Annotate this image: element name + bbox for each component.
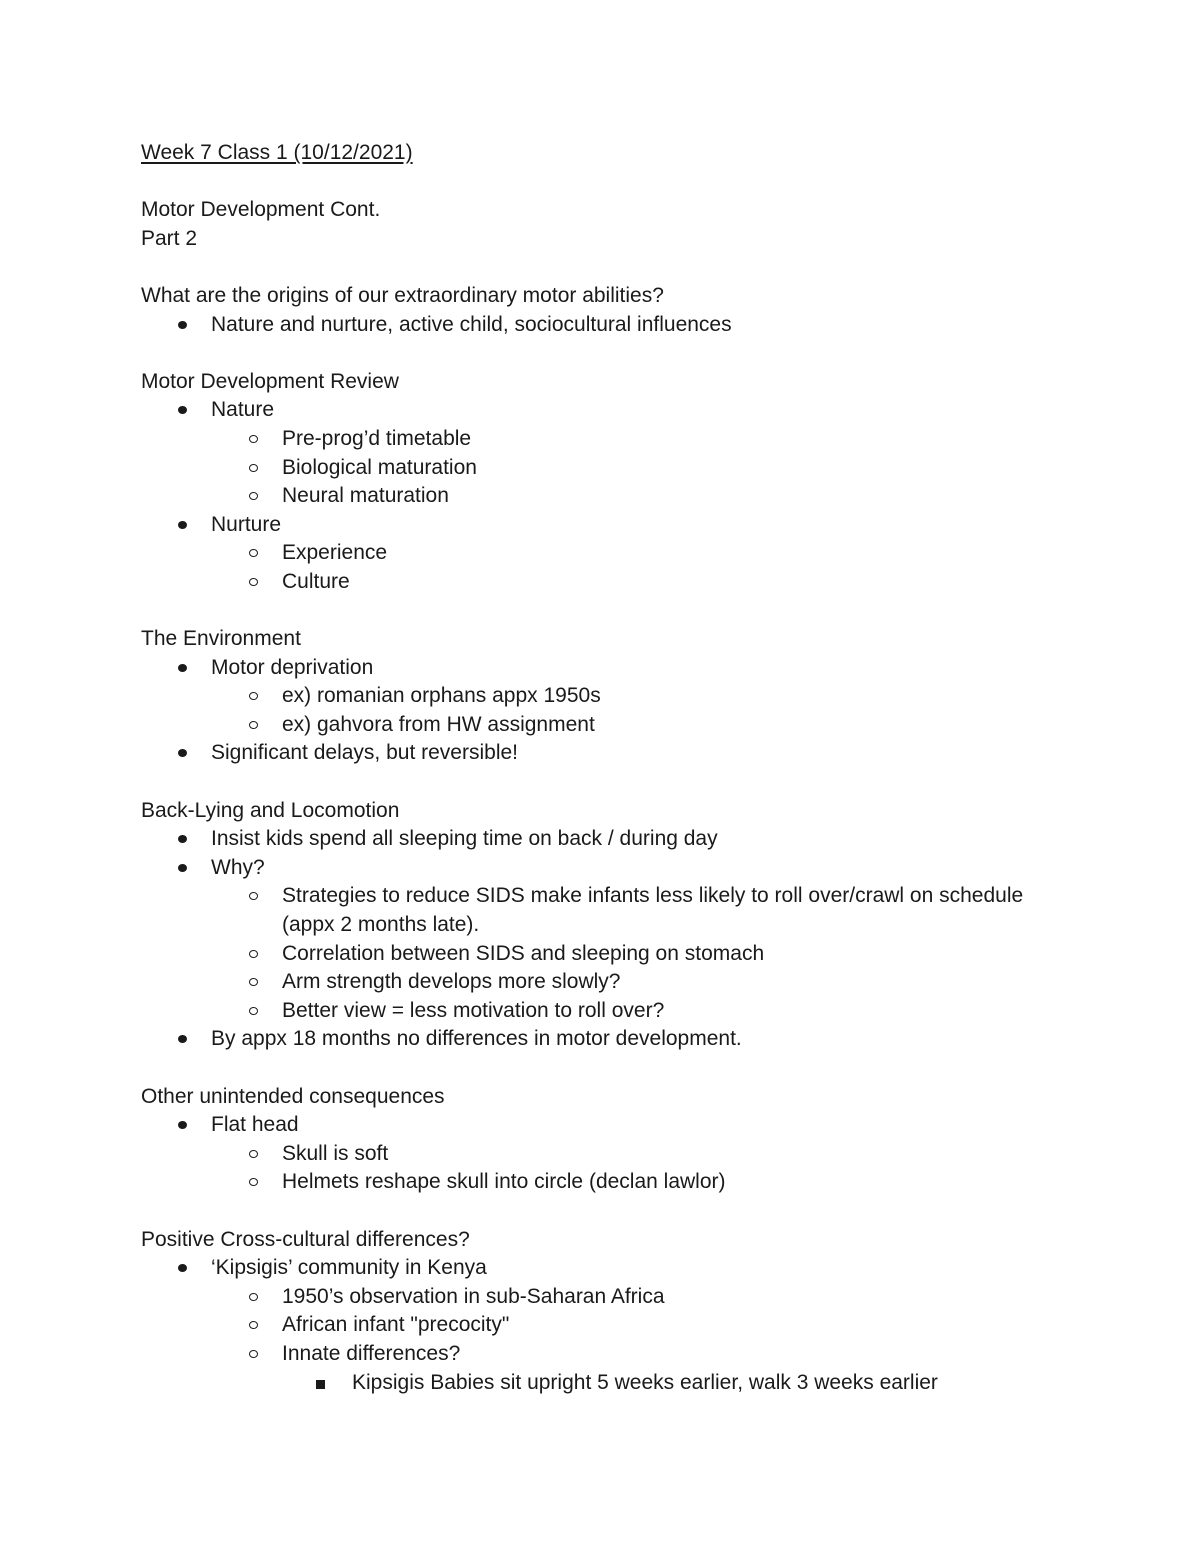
sub-list-item: 1950’s observation in sub-Saharan Africa bbox=[141, 1283, 1101, 1312]
spacer bbox=[141, 597, 1101, 626]
topic-heading: Motor Development Cont. bbox=[141, 198, 381, 222]
sub-list-item: Neural maturation bbox=[141, 482, 1101, 511]
list-item: Insist kids spend all sleeping time on back / during day bbox=[141, 825, 1101, 854]
sub-list-item: Correlation between SIDS and sleeping on stomach bbox=[141, 940, 1101, 969]
list-item: Nurture bbox=[141, 511, 1101, 540]
sub-list-item: Innate differences? bbox=[141, 1340, 1101, 1369]
spacer bbox=[141, 1054, 1101, 1083]
sub-list-item: Skull is soft bbox=[141, 1140, 1101, 1169]
list-item: Why? bbox=[141, 854, 1101, 883]
sub-list-item: Helmets reshape skull into circle (declan lawlor) bbox=[141, 1168, 1101, 1197]
list-item: By appx 18 months no differences in motor development. bbox=[141, 1025, 1101, 1054]
section-heading: The Environment bbox=[141, 627, 301, 651]
spacer bbox=[141, 168, 1101, 197]
spacer bbox=[141, 339, 1101, 368]
page-title: Week 7 Class 1 (10/12/2021) bbox=[141, 141, 413, 164]
sub-list-item: Biological maturation bbox=[141, 454, 1101, 483]
spacer bbox=[141, 1197, 1101, 1226]
sub-list-item: Culture bbox=[141, 568, 1101, 597]
sub-list-item-continuation: (appx 2 months late). bbox=[282, 913, 480, 937]
list-item: Nature bbox=[141, 396, 1101, 425]
sub-list-item: Better view = less motivation to roll over? bbox=[141, 997, 1101, 1026]
section-heading: What are the origins of our extraordinary motor abilities? bbox=[141, 283, 664, 307]
section-heading: Other unintended consequences bbox=[141, 1084, 445, 1108]
list-item: Nature and nurture, active child, sociocultural influences bbox=[141, 311, 1101, 340]
list-item: Significant delays, but reversible! bbox=[141, 739, 1101, 768]
sub-list-item: ex) gahvora from HW assignment bbox=[141, 711, 1101, 740]
sub-list-item: ex) romanian orphans appx 1950s bbox=[141, 682, 1101, 711]
sub-list-item: Arm strength develops more slowly? bbox=[141, 968, 1101, 997]
sub-list-item: African infant "precocity" bbox=[141, 1311, 1101, 1340]
sub-list-item: Experience bbox=[141, 539, 1101, 568]
sub-sub-list-item: Kipsigis Babies sit upright 5 weeks earlier, walk 3 weeks earlier bbox=[141, 1369, 1101, 1398]
part-heading: Part 2 bbox=[141, 226, 198, 250]
sub-list-item: Pre-prog’d timetable bbox=[141, 425, 1101, 454]
section-heading: Motor Development Review bbox=[141, 369, 399, 393]
spacer bbox=[141, 768, 1101, 797]
section-heading: Back-Lying and Locomotion bbox=[141, 798, 400, 822]
sub-list-item: Strategies to reduce SIDS make infants less likely to roll over/crawl on schedule bbox=[141, 882, 1101, 911]
section-heading: Positive Cross-cultural differences? bbox=[141, 1227, 470, 1251]
spacer bbox=[141, 253, 1101, 282]
list-item: Flat head bbox=[141, 1111, 1101, 1140]
list-item: Motor deprivation bbox=[141, 654, 1101, 683]
list-item: ‘Kipsigis’ community in Kenya bbox=[141, 1254, 1101, 1283]
document-page bbox=[141, 139, 1101, 1397]
